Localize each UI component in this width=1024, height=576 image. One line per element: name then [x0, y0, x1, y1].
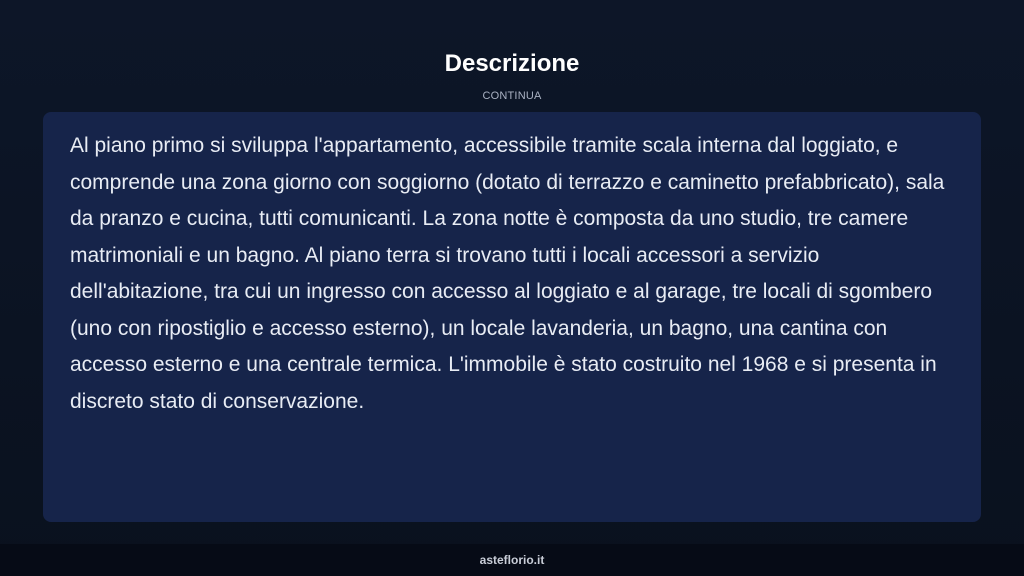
- page-title: Descrizione: [444, 50, 580, 77]
- footer-bar: [0, 544, 1024, 576]
- description-card: [43, 112, 981, 522]
- page-header: [0, 0, 1024, 112]
- page-subtitle: CONTINUA: [482, 90, 542, 102]
- footer-site-label: asteflorio.it: [479, 553, 545, 567]
- description-text: Al piano primo si sviluppa l'appartamento, accessibile tramite scala interna dal loggiato, e comprende una zona giorno con soggiorno (dotato di terrazzo e caminetto prefabbricato), sala da pranzo e cucina, tutti comunicanti. La zona notte è composta da uno studio, tre camere matrimoniali e un bagno. Al piano terra si trovano tutti i locali accessori a servizio dell'abitazione, tra cui un ingresso con accesso al loggiato e al garage, tre locali di sgombero (uno con ripostiglio e accesso esterno), un locale lavanderia, un bagno, una cantina con accesso esterno e una centrale termica. L'immobile è stato costruito nel 1968 e si presenta in discreto stato di conservazione.: [70, 134, 945, 413]
